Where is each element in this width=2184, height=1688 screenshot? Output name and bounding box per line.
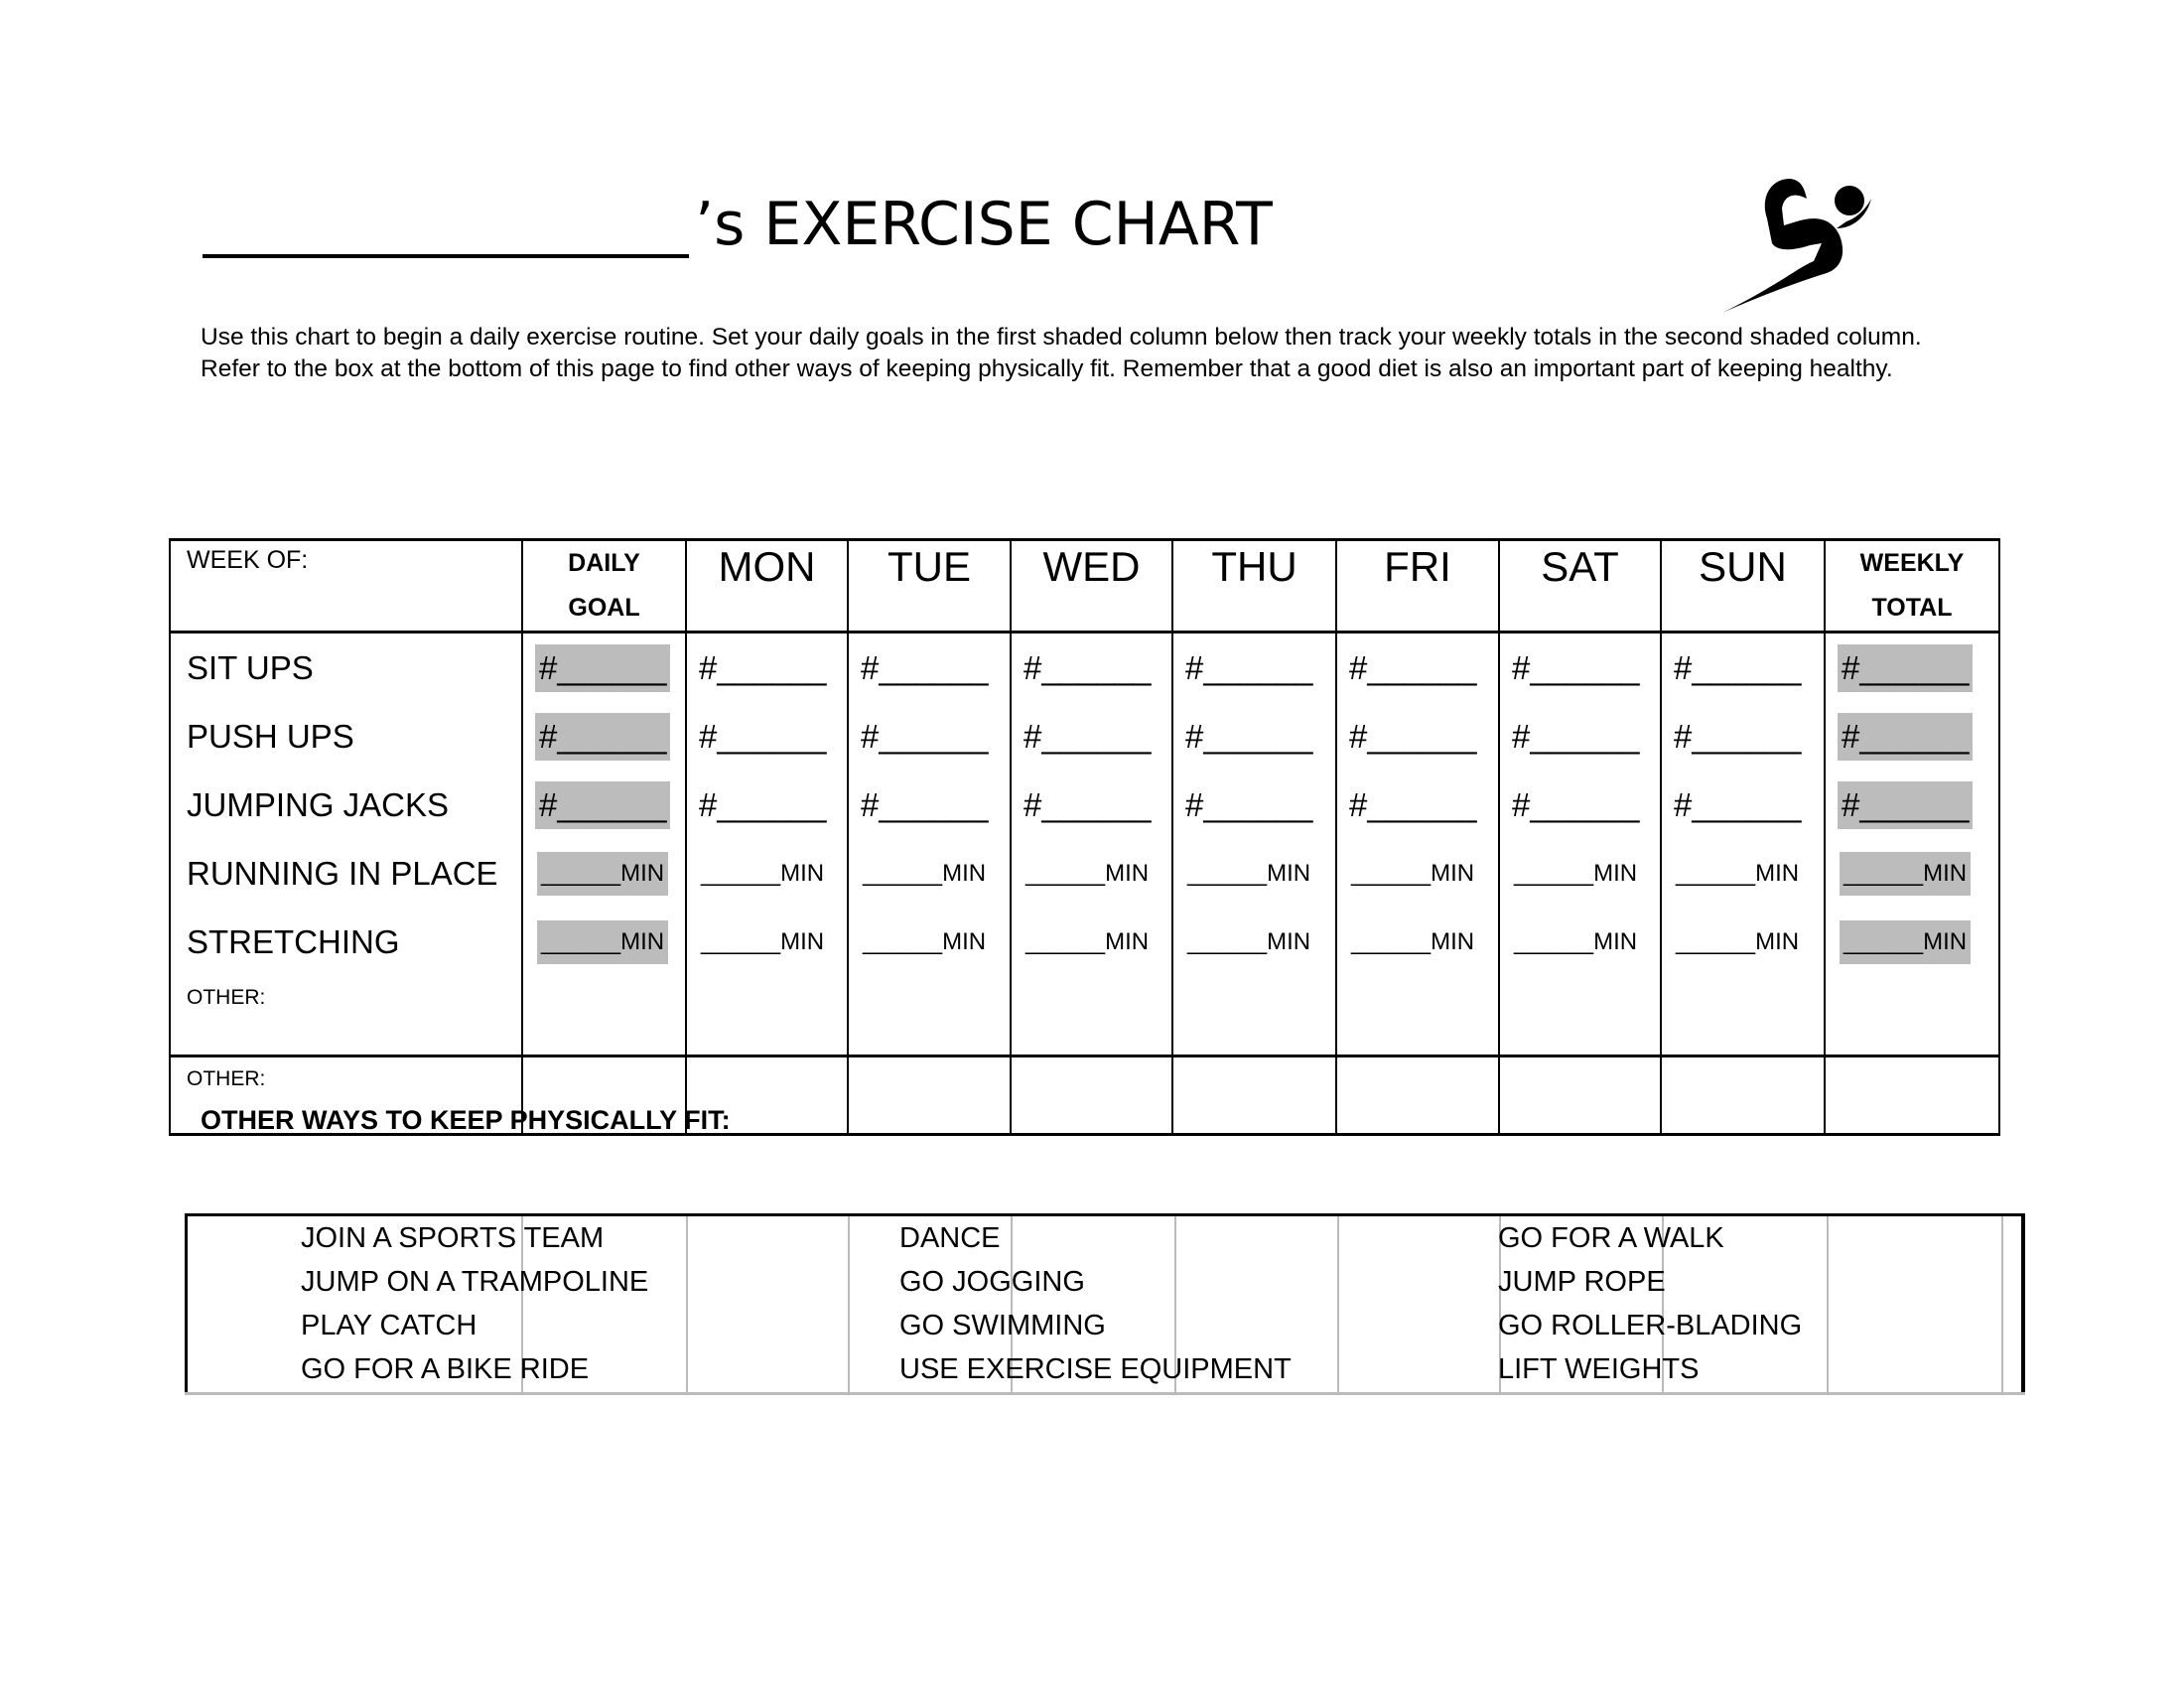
blank-line: ______ bbox=[1843, 859, 1924, 887]
divider bbox=[686, 1216, 688, 1395]
list-item: GO FOR A WALK bbox=[1498, 1222, 1724, 1254]
count-entry[interactable] bbox=[1661, 633, 1825, 703]
minutes-entry[interactable] bbox=[1825, 908, 1999, 976]
blank-line: ______ bbox=[701, 927, 781, 955]
other-ways-heading: OTHER WAYS TO KEEP PHYSICALLY FIT: bbox=[201, 1105, 731, 1135]
blank-line: ______ bbox=[1514, 859, 1594, 887]
minutes-entry[interactable] bbox=[686, 839, 848, 908]
other-entry[interactable] bbox=[1825, 1056, 1999, 1135]
min-unit: MIN bbox=[1267, 859, 1311, 887]
count-entry[interactable] bbox=[1825, 633, 1999, 703]
count-entry[interactable] bbox=[1011, 771, 1172, 839]
count-entry[interactable] bbox=[1011, 633, 1172, 703]
table-row bbox=[170, 839, 1999, 908]
minutes-blank bbox=[1025, 860, 1149, 887]
count-blank: #______ bbox=[1349, 648, 1477, 686]
other-entry[interactable] bbox=[1499, 1056, 1661, 1135]
blank-line: ______ bbox=[1514, 927, 1594, 955]
row-label: STRETCHING bbox=[170, 908, 522, 976]
list-item: JUMP ROPE bbox=[1498, 1266, 1666, 1298]
count-entry[interactable] bbox=[848, 702, 1011, 771]
list-item: GO FOR A BIKE RIDE bbox=[301, 1353, 590, 1385]
divider bbox=[1827, 1216, 1829, 1395]
count-entry[interactable] bbox=[1661, 771, 1825, 839]
count-blank: #______ bbox=[699, 785, 827, 823]
min-unit: MIN bbox=[1593, 859, 1638, 887]
day-header-tue: TUE bbox=[848, 540, 1011, 633]
count-blank: #______ bbox=[1512, 648, 1640, 686]
table-row bbox=[170, 633, 1999, 703]
minutes-entry[interactable] bbox=[848, 839, 1011, 908]
count-entry[interactable] bbox=[1172, 702, 1336, 771]
min-unit: MIN bbox=[942, 859, 987, 887]
count-blank: #______ bbox=[699, 648, 827, 686]
min-unit: MIN bbox=[1431, 859, 1475, 887]
count-blank: #______ bbox=[861, 717, 989, 755]
other-entry[interactable] bbox=[848, 976, 1011, 1056]
minutes-blank bbox=[1840, 920, 1971, 964]
count-entry[interactable] bbox=[686, 702, 848, 771]
day-header-sun: SUN bbox=[1661, 540, 1825, 633]
row-label: RUNNING IN PLACE bbox=[170, 839, 522, 908]
minutes-blank bbox=[1351, 928, 1474, 955]
other-entry[interactable] bbox=[1172, 976, 1336, 1056]
minutes-entry[interactable] bbox=[1011, 839, 1172, 908]
min-unit: MIN bbox=[1105, 859, 1150, 887]
count-blank: #______ bbox=[1024, 785, 1152, 823]
header-label: GOAL bbox=[568, 594, 640, 622]
minutes-entry[interactable] bbox=[1172, 839, 1336, 908]
count-blank: #______ bbox=[1349, 785, 1477, 823]
count-entry[interactable] bbox=[848, 771, 1011, 839]
day-header-sat: SAT bbox=[1499, 540, 1661, 633]
count-blank: #______ bbox=[1185, 785, 1313, 823]
minutes-entry[interactable] bbox=[1499, 908, 1661, 976]
count-entry[interactable] bbox=[1825, 771, 1999, 839]
day-header-mon: MON bbox=[686, 540, 848, 633]
count-entry[interactable] bbox=[1499, 702, 1661, 771]
table-row bbox=[170, 702, 1999, 771]
minutes-entry[interactable] bbox=[1172, 908, 1336, 976]
count-entry[interactable] bbox=[686, 633, 848, 703]
name-blank-line bbox=[203, 254, 689, 258]
count-entry[interactable] bbox=[1336, 771, 1499, 839]
other-ways-box bbox=[185, 1213, 2025, 1395]
runner-icon bbox=[1722, 174, 1911, 318]
other-entry[interactable] bbox=[1661, 976, 1825, 1056]
header-label: WEEKLY bbox=[1859, 549, 1965, 577]
count-entry[interactable] bbox=[1499, 771, 1661, 839]
blank-line: ______ bbox=[1676, 927, 1756, 955]
minutes-blank bbox=[537, 852, 668, 896]
count-blank: #______ bbox=[1674, 717, 1802, 755]
minutes-entry[interactable] bbox=[1661, 839, 1825, 908]
divider bbox=[2001, 1216, 2003, 1395]
minutes-blank bbox=[1840, 852, 1971, 896]
count-entry[interactable] bbox=[1172, 633, 1336, 703]
day-header-fri: FRI bbox=[1336, 540, 1499, 633]
min-unit: MIN bbox=[1923, 859, 1968, 887]
other-entry[interactable] bbox=[1172, 1056, 1336, 1135]
count-blank: #______ bbox=[535, 713, 670, 761]
list-item: USE EXERCISE EQUIPMENT bbox=[899, 1353, 1292, 1385]
count-blank: #______ bbox=[1185, 717, 1313, 755]
minutes-blank bbox=[537, 920, 668, 964]
other-entry[interactable] bbox=[1336, 976, 1499, 1056]
blank-line: ______ bbox=[1843, 927, 1924, 955]
other-entry[interactable] bbox=[1499, 976, 1661, 1056]
count-entry[interactable] bbox=[522, 633, 686, 703]
count-blank: #______ bbox=[1838, 713, 1973, 761]
divider bbox=[1337, 1216, 1339, 1395]
daily-goal-header bbox=[522, 540, 686, 633]
min-unit: MIN bbox=[942, 927, 987, 955]
table-row bbox=[170, 908, 1999, 976]
minutes-blank bbox=[1514, 860, 1637, 887]
other-entry[interactable] bbox=[686, 976, 848, 1056]
list-item: JUMP ON A TRAMPOLINE bbox=[301, 1266, 649, 1298]
blank-line: ______ bbox=[1351, 927, 1432, 955]
minutes-blank bbox=[1676, 928, 1799, 955]
table-row bbox=[170, 771, 1999, 839]
min-unit: MIN bbox=[780, 927, 825, 955]
minutes-blank bbox=[863, 928, 986, 955]
count-entry[interactable] bbox=[1661, 702, 1825, 771]
day-header-thu: THU bbox=[1172, 540, 1336, 633]
count-blank: #______ bbox=[535, 644, 670, 692]
count-blank: #______ bbox=[1512, 717, 1640, 755]
count-blank: #______ bbox=[535, 781, 670, 829]
min-unit: MIN bbox=[620, 927, 665, 955]
list-item: GO ROLLER-BLADING bbox=[1498, 1310, 1803, 1341]
blank-line: ______ bbox=[863, 927, 943, 955]
count-blank: #______ bbox=[1838, 781, 1973, 829]
count-entry[interactable] bbox=[1336, 702, 1499, 771]
exercise-chart-table bbox=[169, 538, 2000, 1136]
header-label: DAILY bbox=[568, 549, 640, 577]
other-entry[interactable] bbox=[522, 976, 686, 1056]
list-item: DANCE bbox=[899, 1222, 1001, 1254]
week-of-field[interactable]: WEEK OF: bbox=[170, 540, 522, 633]
list-item: GO JOGGING bbox=[899, 1266, 1085, 1298]
count-entry[interactable] bbox=[1825, 702, 1999, 771]
count-entry[interactable] bbox=[1172, 771, 1336, 839]
blank-line: ______ bbox=[1187, 859, 1268, 887]
minutes-entry[interactable] bbox=[686, 908, 848, 976]
intro-text: Use this chart to begin a daily exercise routine. Set your daily goals in the first shaded column below then track your weekly totals in the second shaded column. Refer to the box at the bottom of this page to find other ways of keeping physically fit. Remember that a good diet is also an important part of keeping healthy. bbox=[201, 324, 1922, 382]
list-item: LIFT WEIGHTS bbox=[1498, 1353, 1700, 1385]
minutes-blank bbox=[1351, 860, 1474, 887]
min-unit: MIN bbox=[1267, 927, 1311, 955]
blank-line: ______ bbox=[1351, 859, 1432, 887]
count-blank: #______ bbox=[1024, 648, 1152, 686]
count-entry[interactable] bbox=[522, 702, 686, 771]
count-blank: #______ bbox=[861, 648, 989, 686]
other-entry[interactable] bbox=[1011, 1056, 1172, 1135]
count-blank: #______ bbox=[1349, 717, 1477, 755]
minutes-entry[interactable] bbox=[848, 908, 1011, 976]
min-unit: MIN bbox=[1923, 927, 1968, 955]
other-entry[interactable] bbox=[1825, 976, 1999, 1056]
minutes-entry[interactable] bbox=[522, 839, 686, 908]
count-entry[interactable] bbox=[1336, 633, 1499, 703]
minutes-entry[interactable] bbox=[522, 908, 686, 976]
row-label: PUSH UPS bbox=[170, 702, 522, 771]
count-entry[interactable] bbox=[686, 771, 848, 839]
blank-line: ______ bbox=[541, 859, 621, 887]
count-blank: #______ bbox=[1024, 717, 1152, 755]
minutes-entry[interactable] bbox=[1499, 839, 1661, 908]
list-item: PLAY CATCH bbox=[301, 1310, 478, 1341]
min-unit: MIN bbox=[1755, 927, 1800, 955]
count-entry[interactable] bbox=[1011, 702, 1172, 771]
minutes-blank bbox=[1025, 928, 1149, 955]
minutes-blank bbox=[701, 928, 824, 955]
day-header-wed: WED bbox=[1011, 540, 1172, 633]
minutes-blank bbox=[1676, 860, 1799, 887]
other-entry[interactable] bbox=[848, 1056, 1011, 1135]
blank-line: ______ bbox=[701, 859, 781, 887]
page-title: ’s EXERCISE CHART bbox=[695, 190, 1273, 259]
row-label: JUMPING JACKS bbox=[170, 771, 522, 839]
minutes-blank bbox=[1187, 860, 1310, 887]
blank-line: ______ bbox=[1025, 927, 1106, 955]
minutes-blank bbox=[863, 860, 986, 887]
ways-column-3 bbox=[1498, 1216, 1802, 1391]
count-entry[interactable] bbox=[1499, 633, 1661, 703]
count-blank: #______ bbox=[1838, 644, 1973, 692]
header-label: TOTAL bbox=[1871, 594, 1953, 622]
blank-line: ______ bbox=[863, 859, 943, 887]
ways-bottom-rule bbox=[185, 1392, 2025, 1395]
count-entry[interactable] bbox=[522, 771, 686, 839]
ways-column-2 bbox=[899, 1216, 1292, 1391]
other-entry[interactable] bbox=[1011, 976, 1172, 1056]
min-unit: MIN bbox=[1105, 927, 1150, 955]
minutes-entry[interactable] bbox=[1661, 908, 1825, 976]
minutes-blank bbox=[701, 860, 824, 887]
count-blank: #______ bbox=[1185, 648, 1313, 686]
table-row bbox=[170, 976, 1999, 1056]
ways-column-1 bbox=[301, 1216, 648, 1391]
weekly-total-header bbox=[1825, 540, 1999, 633]
row-label: SIT UPS bbox=[170, 633, 522, 703]
row-label: OTHER: bbox=[170, 1056, 522, 1135]
minutes-blank bbox=[1514, 928, 1637, 955]
list-item: GO SWIMMING bbox=[899, 1310, 1106, 1341]
divider bbox=[848, 1216, 850, 1395]
minutes-entry[interactable] bbox=[1825, 839, 1999, 908]
blank-line: ______ bbox=[1676, 859, 1756, 887]
count-blank: #______ bbox=[1674, 785, 1802, 823]
other-entry[interactable] bbox=[1336, 1056, 1499, 1135]
count-blank: #______ bbox=[861, 785, 989, 823]
min-unit: MIN bbox=[1593, 927, 1638, 955]
other-entry[interactable] bbox=[1661, 1056, 1825, 1135]
minutes-blank bbox=[1187, 928, 1310, 955]
min-unit: MIN bbox=[1431, 927, 1475, 955]
blank-line: ______ bbox=[541, 927, 621, 955]
minutes-entry[interactable] bbox=[1336, 839, 1499, 908]
list-item: JOIN A SPORTS TEAM bbox=[301, 1222, 605, 1254]
minutes-entry[interactable] bbox=[1336, 908, 1499, 976]
minutes-entry[interactable] bbox=[1011, 908, 1172, 976]
count-blank: #______ bbox=[699, 717, 827, 755]
blank-line: ______ bbox=[1187, 927, 1268, 955]
count-blank: #______ bbox=[1674, 648, 1802, 686]
min-unit: MIN bbox=[1755, 859, 1800, 887]
min-unit: MIN bbox=[620, 859, 665, 887]
blank-line: ______ bbox=[1025, 859, 1106, 887]
row-label: OTHER: bbox=[170, 976, 522, 1056]
min-unit: MIN bbox=[780, 859, 825, 887]
count-entry[interactable] bbox=[848, 633, 1011, 703]
header-row bbox=[170, 540, 1999, 633]
count-blank: #______ bbox=[1512, 785, 1640, 823]
